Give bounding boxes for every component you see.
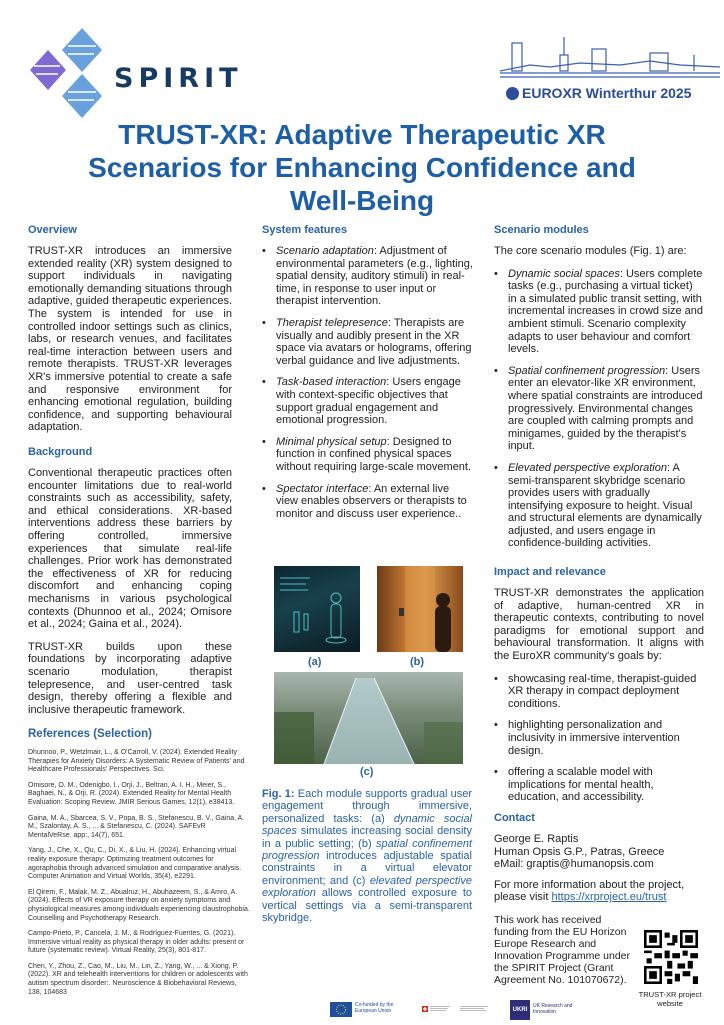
list-item: • Task-based interaction: Users engage with context-specific objectives that support gradual engagement and emotional progression. <box>262 376 474 426</box>
qr-code-label: TRUST-XR project website <box>638 990 702 1008</box>
ukri-mark-icon: UKRI <box>510 1000 530 1020</box>
overview-text: TRUST-XR introduces an immersive extended reality (XR) system designed to support individuals in navigating emotionally demanding situations through adaptive, guided therapeutic experiences. The system is intended for use in controlled indoor settings such as clinics, labs, or research venues, and facilitates real-time interaction between users and remote therapists. TRUST-XR leverages XR's immersive potential to create a safe and responsive environment for enhancing emotional regulation, building confidence, and supporting behavioural adaptation. <box>28 245 232 434</box>
overview-section <box>28 224 232 444</box>
spirit-logo-text: SPIRIT <box>114 63 243 94</box>
spirit-logo <box>30 28 260 118</box>
figure-image-skybridge <box>274 672 463 764</box>
background-paragraph: TRUST-XR builds upon these foundations by incorporating adaptive scenario modulation, therapist telepresence, and user-centred task design, thereby offering a flexible and inclusive therapeutic framework. <box>28 640 232 716</box>
background-paragraph: Conventional therapeutic practices often encounter limitations due to real-world constraints such as accessibility, safety, and ethical considerations. XR-based interventions address these barriers by offering controlled, immersive experiences that simulate real-life challenges. Prior work has demonstrated the effectiveness of XR for reducing discomfort and enhancing coping mechanisms in various psychological contexts (Dhunnoo et al., 2024; Omisore et al., 2024; Gaina et al., 2024). <box>28 467 232 631</box>
list-item: • Spatial confinement progression: Users enter an elevator-like XR environment, where spatial constraints are introduced progressively. Environmental changes are coupled with calming prompts and minigames, guided by the therapist's input. <box>494 365 704 453</box>
swiss-cross-icon <box>420 1000 500 1020</box>
list-item: • Scenario adaptation: Adjustment of environmental parameters (e.g., lighting, spatial density, auditory stimuli) in real-time, in response to user input or therapist intervention. <box>262 245 474 308</box>
impact-text: TRUST-XR demonstrates the application of adaptive, human-centred XR in therapeutic contexts, contributing to novel paradigms for emotional support and behavioural transformation. It aligns with the EuroXR community's goals by: <box>494 587 704 662</box>
list-item: • Therapist telepresence: Therapists are visually and audibly present in the XR space via avatars or holograms, offering verbal guidance and live adjustments. <box>262 317 474 367</box>
reference-item: Gaina, M. A., Sbarcea, S. V., Popa, B. S., Stefanescu, B. V., Gaina, A. M., Szalontay, A. S., ... & Stefanescu, C. (2024). SAFEvR MentalVeRse. app:, 14(7), 651. <box>28 814 245 839</box>
reference-item: Dhunnoo, P., Wetzlmair, L., & O'Carroll, V. (2024). Extended Reality Therapies for Anxiety Disorders: A Systematic Review of Patients' and Healthcare Professionals' Perspectives. Sci. <box>28 749 245 774</box>
references-heading: References (Selection) <box>28 728 152 740</box>
background-heading: Background <box>28 446 93 458</box>
reference-item: El Qirem, F., Malak, M. Z., Abualruz, H., Abuhazeem, S., & Amro, A. (2024). Effects of VR exposure therapy on anxiety symptoms and physiological measures among individuals experiencing claustrophobia. Counselling and Psychotherapy Research. <box>28 888 250 922</box>
list-item: • Minimal physical setup: Designed to function in confined physical spaces without requiring large-scale movement. <box>262 436 474 474</box>
contact-email[interactable]: eMail: graptis@humanopsis.com <box>494 858 654 871</box>
references-section <box>28 728 250 1004</box>
swiss-funder-logo <box>420 1000 500 1020</box>
reference-item: Chen, Y., Zhou, Z., Cao, M., Liu, M., Lin, Z., Yang, W., ... & Xiong, P. (2022). XR and telehealth interventions for children or adolescents with autism spectrum disorder:. Neuroscience & Biobehavioral Reviews, 138, 104683 <box>28 962 248 996</box>
contact-block <box>494 833 704 871</box>
figure-image-social-spaces <box>274 566 360 652</box>
list-item: • showcasing real-time, therapist-guided XR therapy in compact deployment conditions. <box>494 673 704 711</box>
figure-label-a: (a) <box>308 656 322 668</box>
scenario-modules-intro: The core scenario modules (Fig. 1) are: <box>494 245 687 257</box>
contact-organization: Human Opsis G.P., Patras, Greece <box>494 845 665 858</box>
euroxr-logo-text: EUROXR Winterthur 2025 <box>506 85 691 101</box>
contact-heading: Contact <box>494 812 535 824</box>
project-url-link[interactable]: https://xrproject.eu/trust <box>551 891 667 904</box>
figure-label-c: (c) <box>360 766 374 778</box>
background-section <box>28 446 232 726</box>
more-info: For more information about the project, please visit https://xrproject.eu/trust <box>494 878 685 904</box>
system-features-section <box>262 224 474 529</box>
figure-1 <box>262 560 472 780</box>
funding-text: This work has received funding from the EU Horizon Europe Research and Innovation Programme under the SPIRIT Project (Grant Agreement No. 101070672). <box>494 914 630 986</box>
qr-code-icon[interactable] <box>644 930 698 984</box>
euroxr-swirl-icon <box>506 87 519 100</box>
figure-caption: Fig. 1: Each module supports gradual user engagement through immersive, personalized tasks: (a) dynamic social spaces simulates increasing social density in a public setting; (b) spatial confinement progression introduces adjustable spatial constraints in a virtual elevator environment; and (c) elevated perspective exploration allows controlled exposure to vertical settings via a semi-transparent skybridge. <box>262 788 473 925</box>
overview-heading: Overview <box>28 224 77 236</box>
contact-name: George E. Raptis <box>494 833 579 845</box>
impact-heading: Impact and relevance <box>494 566 606 578</box>
list-item: • highlighting personalization and inclusivity in immersive intervention design. <box>494 719 704 757</box>
skyline-icon <box>500 35 720 81</box>
list-item: • Dynamic social spaces: Users complete tasks (e.g., purchasing a virtual ticket) in a simulated public transit setting, with incremental increases in crowd size and ambient stimuli. Scenario complexity adapts to user behaviour and comfort levels. <box>494 268 704 356</box>
system-features-heading: System features <box>262 224 347 236</box>
figure-image-elevator <box>377 566 463 652</box>
scenario-modules-heading: Scenario modules <box>494 224 589 236</box>
euroxr-logo <box>500 35 722 105</box>
reference-item: Campo-Prieto, P., Cancela, J. M., & Rodríguez-Fuentes, G. (2021). Immersive virtual reality as physical therapy in older adults: present or future (systematic review). Virtual Reality, 25(3), 801-817. <box>28 930 245 955</box>
impact-section <box>494 566 704 813</box>
poster-title: TRUST-XR: Adaptive Therapeutic XR Scenarios for Enhancing Confidence and Well-Being <box>88 119 636 216</box>
eu-cofunded-logo: Co-funded by the European Union <box>330 1000 410 1020</box>
scenario-modules-section <box>494 224 704 559</box>
impact-list <box>494 673 704 804</box>
reference-item: Omisore, O. M., Odenigbo, I., Orji, J., Beltran, A. I. H., Meier, S., Baghaei, N., & Orji, R. (2024). Extended Reality for Mental Health Evaluation: Scoping Review. JMIR Serious Games, 12(1), e38413. <box>28 781 235 806</box>
list-item: • offering a scalable model with implications for mental health, education, and accessibility. <box>494 766 704 804</box>
list-item: • Spectator interface: An external live view enables observers or therapists to monitor and discuss user experience.. <box>262 483 474 521</box>
spirit-heads-icon <box>30 28 110 118</box>
eu-flag-icon <box>330 1002 352 1017</box>
reference-item: Yang, J., Che, X., Qu, C., Di, X., & Liu, H. (2024). Enhancing virtual reality exposure therapy: Optimizing treatment outcomes for agoraphobia through advanced simulation and comparative analysis. Computer Animation and Virtual Worlds, 35(4), e2291. <box>28 847 242 881</box>
contact-section <box>494 812 704 912</box>
ukri-logo: UKRI UK Research and Innovation <box>510 1000 610 1020</box>
list-item: • Elevated perspective exploration: A semi-transparent skybridge scenario provides users with gradually intensifying exposure to height. Visual and structural elements are dynamically adjusted, and users engage in confidence-building activities. <box>494 462 704 550</box>
figure-label-b: (b) <box>410 656 425 668</box>
scenario-modules-list <box>494 268 704 550</box>
system-features-list <box>262 245 474 520</box>
